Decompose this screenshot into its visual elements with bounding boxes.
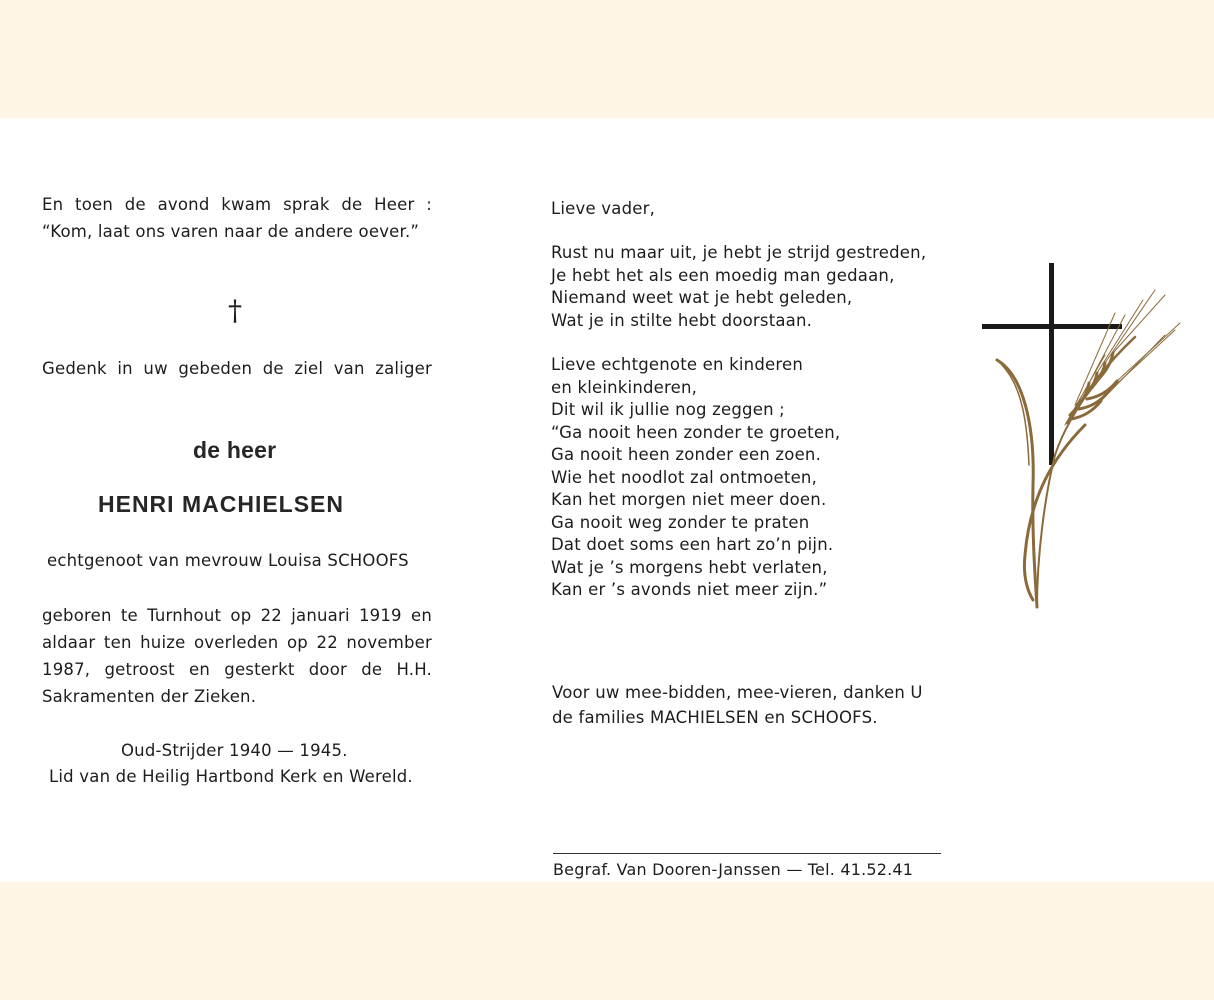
member-line: Lid van de Heilig Hartbond Kerk en Wereld.	[49, 767, 413, 786]
thanks-line-2: de families MACHIELSEN en SCHOOFS.	[552, 708, 878, 727]
spouse-line: echtgenoot van mevrouw Louisa SCHOOFS	[47, 551, 409, 570]
poem-line: Wat je in stilte hebt doorstaan.	[551, 311, 813, 330]
cross-horizontal-bar	[982, 324, 1122, 329]
footer-divider	[553, 853, 941, 854]
poem-line: Kan er ’s avonds niet meer zijn.”	[551, 580, 828, 599]
poem-line: Wat je ’s morgens hebt verlaten,	[551, 558, 828, 577]
bio-line-3: 1987, getroost en gesterkt door de H.H.	[42, 660, 432, 679]
verse-line-1: En toen de avond kwam sprak de Heer :	[42, 195, 432, 214]
honorific: de heer	[193, 437, 277, 463]
cross-vertical-bar	[1049, 263, 1054, 465]
poem-line: Niemand weet wat je hebt geleden,	[551, 288, 853, 307]
thanks-line-1: Voor uw mee-bidden, mee-vieren, danken U	[552, 683, 923, 702]
remember-line: Gedenk in uw gebeden de ziel van zaliger	[42, 359, 432, 378]
veteran-line: Oud-Strijder 1940 — 1945.	[121, 741, 348, 760]
poem-line: Je hebt het als een moedig man gedaan,	[551, 266, 895, 285]
poem-line: en kleinkinderen,	[551, 378, 698, 397]
poem-line: “Ga nooit heen zonder te groeten,	[551, 423, 841, 442]
undertaker-line: Begraf. Van Dooren-Janssen — Tel. 41.52.41	[553, 860, 914, 879]
poem-line: Dit wil ik jullie nog zeggen ;	[551, 400, 785, 419]
bio-line-4: Sakramenten der Zieken.	[42, 687, 257, 706]
bio-line-2: aldaar ten huize overleden op 22 november	[42, 633, 432, 652]
deceased-name: HENRI MACHIELSEN	[98, 491, 345, 517]
poem-line: Wie het noodlot zal ontmoeten,	[551, 468, 818, 487]
poem-line: Dat doet soms een hart zo’n pijn.	[551, 535, 834, 554]
cross-with-wheat-icon	[975, 255, 1195, 615]
poem-line: Kan het morgen niet meer doen.	[551, 490, 827, 509]
wheat-stalks	[997, 290, 1180, 607]
poem-line: Ga nooit weg zonder te praten	[551, 513, 810, 532]
salutation: Lieve vader,	[551, 199, 656, 218]
poem-line: Lieve echtgenote en kinderen	[551, 355, 803, 374]
dagger-symbol: †	[228, 294, 243, 327]
verse-line-2: “Kom, laat ons varen naar de andere oever.”	[42, 222, 420, 241]
poem-line: Ga nooit heen zonder een zoen.	[551, 445, 822, 464]
poem-line: Rust nu maar uit, je hebt je strijd gestreden,	[551, 243, 927, 262]
bio-line-1: geboren te Turnhout op 22 januari 1919 en	[42, 606, 432, 625]
